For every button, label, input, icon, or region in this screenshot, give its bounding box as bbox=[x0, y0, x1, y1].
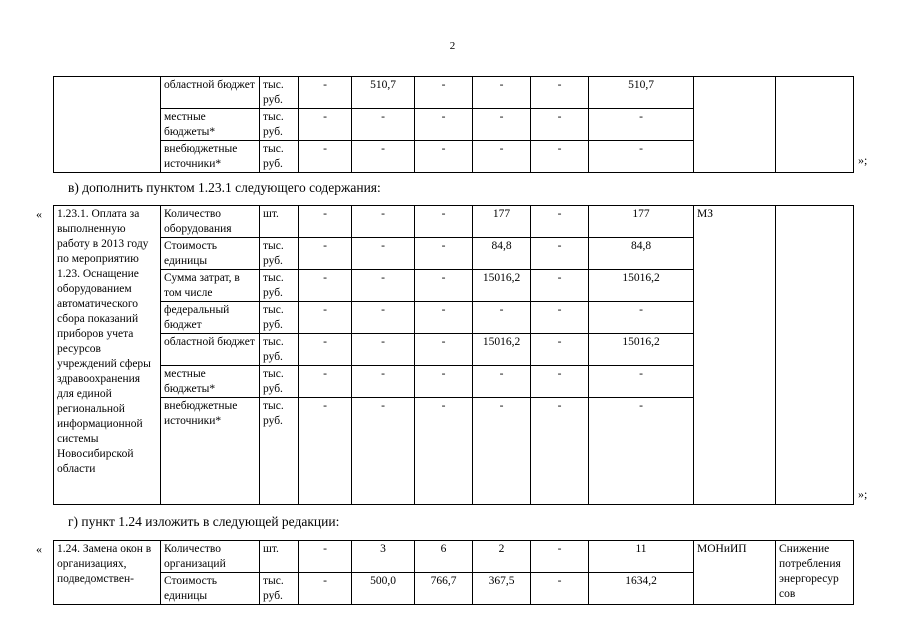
value-cell: - bbox=[531, 366, 589, 398]
row-unit: тыс. руб. bbox=[260, 270, 299, 302]
value-cell: - bbox=[473, 77, 531, 109]
value-cell: - bbox=[531, 77, 589, 109]
value-cell: - bbox=[352, 270, 415, 302]
row-unit: тыс. руб. bbox=[260, 573, 299, 605]
value-cell: - bbox=[589, 398, 694, 505]
value-cell: - bbox=[415, 366, 473, 398]
result-cell: Снижение потребления энергоресур сов bbox=[776, 541, 854, 605]
value-cell: 766,7 bbox=[415, 573, 473, 605]
value-cell: 177 bbox=[473, 206, 531, 238]
value-cell: - bbox=[415, 141, 473, 173]
value-cell: - bbox=[415, 77, 473, 109]
row-name: Стоимость единицы bbox=[161, 573, 260, 605]
item-cell-empty bbox=[54, 77, 161, 173]
row-name: федеральный бюджет bbox=[161, 302, 260, 334]
value-cell: 2 bbox=[473, 541, 531, 573]
row-unit: тыс. руб. bbox=[260, 109, 299, 141]
value-cell: - bbox=[352, 302, 415, 334]
value-cell: 84,8 bbox=[473, 238, 531, 270]
value-cell: - bbox=[299, 398, 352, 505]
value-cell: - bbox=[299, 141, 352, 173]
row-name: внебюджетные источники* bbox=[161, 398, 260, 505]
row-name: местные бюджеты* bbox=[161, 109, 260, 141]
value-cell: - bbox=[352, 334, 415, 366]
table-item-1-24 bbox=[53, 540, 854, 605]
value-cell: - bbox=[531, 109, 589, 141]
value-cell: - bbox=[415, 334, 473, 366]
value-cell: - bbox=[299, 366, 352, 398]
value-cell: - bbox=[589, 366, 694, 398]
value-cell: - bbox=[531, 398, 589, 505]
row-unit: тыс. руб. bbox=[260, 398, 299, 505]
value-cell: - bbox=[352, 141, 415, 173]
row-unit: шт. bbox=[260, 206, 299, 238]
value-cell: 84,8 bbox=[589, 238, 694, 270]
opening-quote: « bbox=[36, 542, 42, 556]
value-cell: - bbox=[299, 334, 352, 366]
item-description: 1.24. Замена окон в организациях, подведомствен- bbox=[54, 541, 161, 605]
value-cell: - bbox=[589, 302, 694, 334]
value-cell: - bbox=[531, 206, 589, 238]
value-cell: 367,5 bbox=[473, 573, 531, 605]
value-cell: - bbox=[473, 141, 531, 173]
value-cell: 15016,2 bbox=[473, 270, 531, 302]
closing-quote: »; bbox=[858, 153, 868, 167]
value-cell: - bbox=[589, 109, 694, 141]
value-cell: - bbox=[415, 206, 473, 238]
value-cell: - bbox=[531, 334, 589, 366]
opening-quote: « bbox=[36, 207, 42, 221]
row-name: областной бюджет bbox=[161, 334, 260, 366]
value-cell: - bbox=[589, 141, 694, 173]
value-cell: - bbox=[352, 206, 415, 238]
value-cell: - bbox=[299, 109, 352, 141]
value-cell: 510,7 bbox=[589, 77, 694, 109]
value-cell: - bbox=[299, 238, 352, 270]
value-cell: 15016,2 bbox=[589, 334, 694, 366]
value-cell: - bbox=[531, 141, 589, 173]
value-cell: - bbox=[531, 302, 589, 334]
row-unit: тыс. руб. bbox=[260, 366, 299, 398]
row-name: Стоимость единицы bbox=[161, 238, 260, 270]
table-row bbox=[54, 206, 854, 238]
executor-cell: МОНиИП bbox=[694, 541, 776, 605]
value-cell: - bbox=[473, 398, 531, 505]
value-cell: - bbox=[352, 366, 415, 398]
row-name: местные бюджеты* bbox=[161, 366, 260, 398]
value-cell: - bbox=[415, 109, 473, 141]
value-cell: - bbox=[299, 77, 352, 109]
value-cell: - bbox=[473, 109, 531, 141]
value-cell: 500,0 bbox=[352, 573, 415, 605]
value-cell: - bbox=[415, 398, 473, 505]
closing-quote: »; bbox=[858, 487, 868, 501]
value-cell: - bbox=[473, 302, 531, 334]
value-cell: - bbox=[299, 270, 352, 302]
row-name: областной бюджет bbox=[161, 77, 260, 109]
item-description: 1.23.1. Оплата за выполненную работу в 2013 году по мероприятию 1.23. Оснащение оборудованием автоматического сбора показаний приборов учета ресурсов учреждений сферы здравоохранения для единой региональной информационной системы Новосибирской области bbox=[54, 206, 161, 505]
row-unit: шт. bbox=[260, 541, 299, 573]
section-g-heading: г) пункт 1.24 изложить в следующей редакции: bbox=[68, 514, 340, 529]
executor-cell-empty bbox=[694, 77, 776, 173]
value-cell: 510,7 bbox=[352, 77, 415, 109]
row-name: Количество оборудования bbox=[161, 206, 260, 238]
value-cell: - bbox=[352, 238, 415, 270]
row-name: внебюджетные источники* bbox=[161, 141, 260, 173]
row-unit: тыс. руб. bbox=[260, 141, 299, 173]
row-unit: тыс. руб. bbox=[260, 334, 299, 366]
page-number: 2 bbox=[449, 40, 456, 52]
row-unit: тыс. руб. bbox=[260, 302, 299, 334]
row-unit: тыс. руб. bbox=[260, 238, 299, 270]
table-row bbox=[54, 77, 854, 109]
table-continued bbox=[53, 76, 854, 173]
value-cell: - bbox=[531, 270, 589, 302]
value-cell: 6 bbox=[415, 541, 473, 573]
table-row bbox=[54, 541, 854, 573]
value-cell: - bbox=[352, 109, 415, 141]
row-name: Количество организаций bbox=[161, 541, 260, 573]
value-cell: 15016,2 bbox=[473, 334, 531, 366]
value-cell: 1634,2 bbox=[589, 573, 694, 605]
value-cell: 3 bbox=[352, 541, 415, 573]
value-cell: 177 bbox=[589, 206, 694, 238]
value-cell: - bbox=[299, 206, 352, 238]
result-cell-empty bbox=[776, 77, 854, 173]
value-cell: - bbox=[299, 573, 352, 605]
value-cell: - bbox=[352, 398, 415, 505]
value-cell: - bbox=[531, 541, 589, 573]
row-name: Сумма затрат, в том числе bbox=[161, 270, 260, 302]
value-cell: - bbox=[531, 238, 589, 270]
row-unit: тыс. руб. bbox=[260, 77, 299, 109]
value-cell: - bbox=[415, 238, 473, 270]
result-cell-empty bbox=[776, 206, 854, 505]
value-cell: 15016,2 bbox=[589, 270, 694, 302]
value-cell: - bbox=[415, 302, 473, 334]
value-cell: 11 bbox=[589, 541, 694, 573]
value-cell: - bbox=[473, 366, 531, 398]
table-item-1-23-1 bbox=[53, 205, 854, 505]
value-cell: - bbox=[415, 270, 473, 302]
executor-cell: МЗ bbox=[694, 206, 776, 505]
value-cell: - bbox=[299, 302, 352, 334]
value-cell: - bbox=[531, 573, 589, 605]
section-v-heading: в) дополнить пунктом 1.23.1 следующего содержания: bbox=[68, 180, 381, 195]
value-cell: - bbox=[299, 541, 352, 573]
